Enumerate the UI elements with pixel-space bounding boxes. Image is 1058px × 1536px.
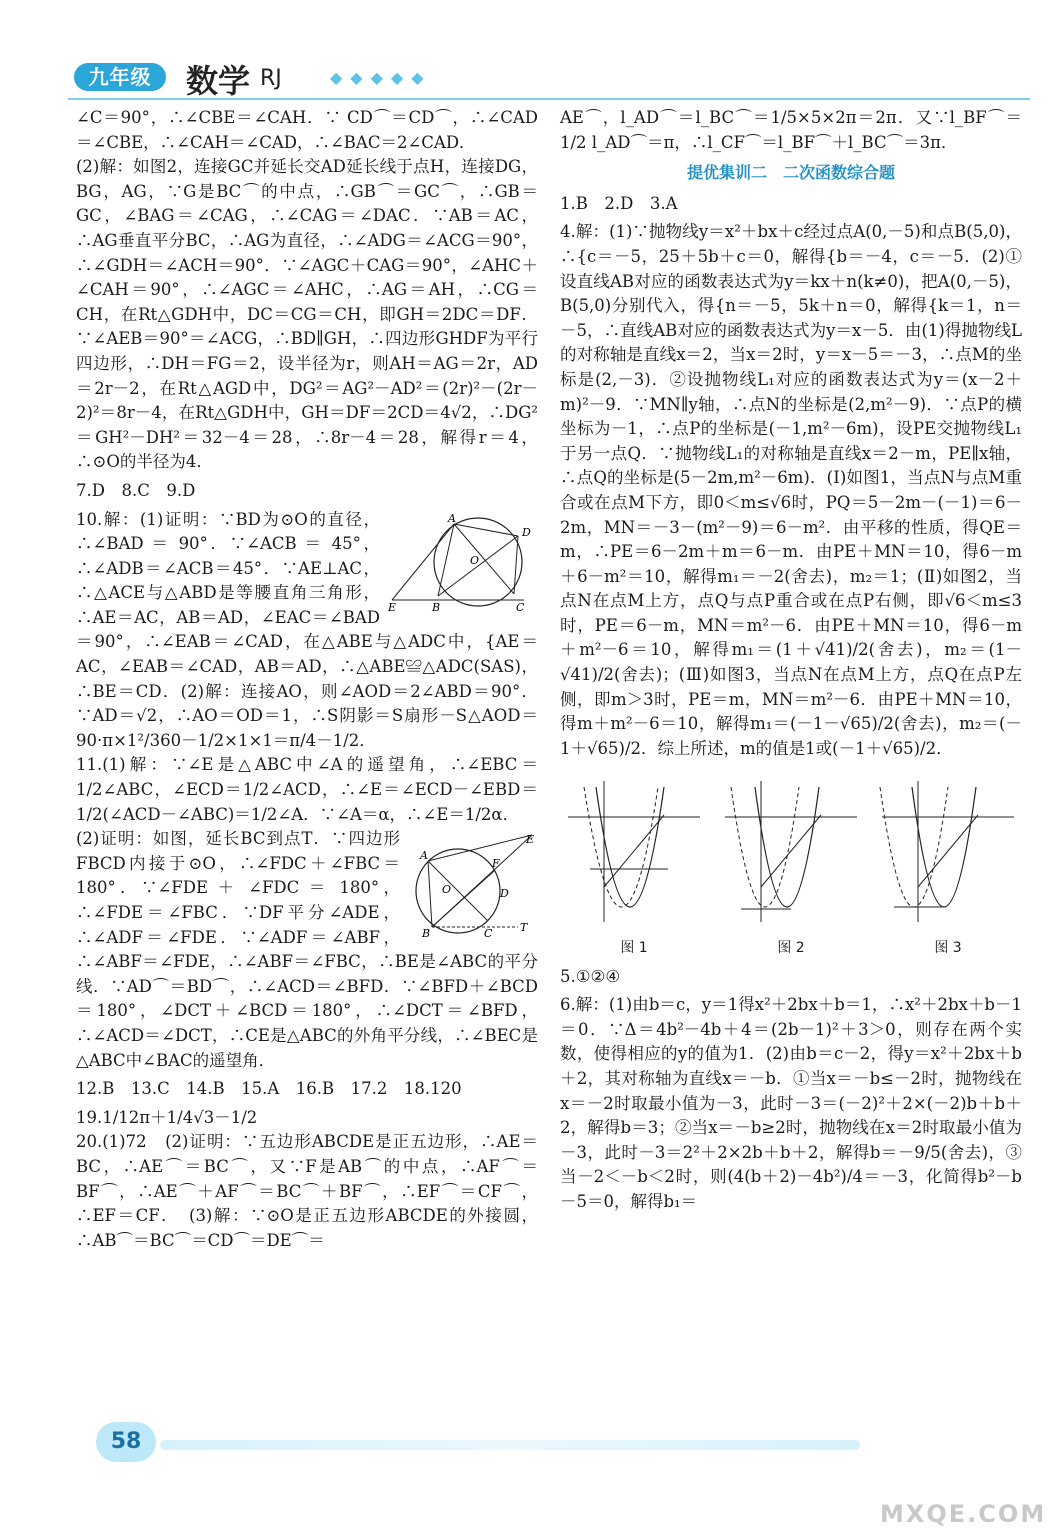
- choice-answers: 5.①②④: [560, 966, 621, 986]
- label-A: A: [420, 849, 428, 863]
- label-E: E: [388, 600, 397, 612]
- answer-paragraph: AE⌒，l_AD⌒＝l_BC⌒＝1/5×5×2π＝2π．又∵l_BF⌒＝1/2 l_AD⌒＝π，∴l_CF⌒＝l_BF⌒＋l_BC⌒＝3π．: [560, 108, 1022, 152]
- right-column: [560, 106, 1022, 1215]
- label-D: D: [522, 525, 531, 539]
- grade-badge: 九年级: [74, 63, 166, 91]
- label-T: T: [520, 921, 528, 935]
- label-O: O: [442, 883, 452, 897]
- label-E: E: [526, 833, 535, 847]
- diamond-decoration: ◆◆◆◆◆: [330, 68, 432, 87]
- label-A: A: [448, 511, 456, 525]
- figure-3: [874, 777, 1022, 960]
- figure-caption: 图 3: [934, 940, 962, 957]
- figure-caption: 图 1: [620, 940, 648, 957]
- answer-paragraph: (2)解：如图2，连接GC并延长交AD延长线于点H，连接DG，BG，AG，∵G是BC⌒的中点，∴GB⌒＝GC⌒，∴GB＝GC，∠BAG＝∠CAG，∴∠CAG＝∠DAC．∵AB＝AC，∴AG垂直平分BC，∴AG为直径，∴∠ADG＝∠ACG＝90°，∴∠GDH＝∠ACH＝90°．∵∠AGC＋CAG＝90°，∠AHC＋∠CAH＝90°，∴∠AGC＝∠AHC，∴AG＝AH，∴CG＝CH，在Rt△GDH中，DC＝CG＝CH，即GH＝2DC＝DF．∵∠AEB＝90°＝∠ACG，∴BD∥GH，∴四边形GHDF为平行四边形，∴DH＝FG＝2，设半径为r，则AH＝AG＝2r，AD＝2r－2，在Rt△AGD中，DG²＝AG²－AD²＝(2r)²－(2r－2)²＝8r－4，在Rt△GDH中，GH＝DF＝2CD＝4√2，∴DG²＝GH²－DH²＝32－4＝28，∴8r－4＝28，解得r＝4，∴⊙O的半径为4．: [76, 157, 538, 472]
- answer-paragraph: 4.解：(1)∵抛物线y＝x²＋bx＋c经过点A(0,－5)和点B(5,0)，∴{c＝－5，25＋5b＋c＝0，解得{b＝－4，c＝－5．(2)①设直线AB对应的函数表达式为y＝kx＋n(k≠0)，把A(0,－5)，B(5,0)分别代入，得{n＝－5，5k＋n＝0，解得{k＝1，n＝－5，∴直线AB对应的函数表达式为y＝x－5．由(1)得抛物线L的对称轴是直线x＝2，当x＝2时，y＝x－5＝－3，∴点M的坐标是(2,－3)．②设抛物线L₁对应的函数表达式为y＝(x－2＋m)²－9．∵MN∥y轴，∴点N的坐标是(2,m²－9)．∵点P的横坐标为－1，∴点P的坐标是(－1,m²－6m)，设PE交抛物线L₁于另一点Q．∵抛物线L₁的对称轴是直线x＝2－m，PE∥x轴，∴点Q的坐标是(5－2m,m²－6m)．(Ⅰ)如图1，当点N与点M重合或在点M下方，即0＜m≤√6时，PQ＝5－2m－(－1)＝6－2m，MN＝－3－(m²－9)＝6－m²．由平移的性质，得QE＝m，∴PE＝6－2m＋m＝6－m．由PE＋MN＝10，得6－m＋6－m²＝10，解得m₁＝－2(舍去)，m₂＝1；(Ⅱ)如图2，当点N在点M上方，点Q与点P重合或在点P右侧，即√6＜m≤3时，PE＝6－m，MN＝m²－6．由PE＋MN＝10，得6－m＋m²－6＝10，解得m₁＝(1＋√41)/2(舍去)，m₂＝(1－√41)/2(舍去)；(Ⅲ)如图3，当点N在点M上方，点Q在点P左侧，即m＞3时，PE＝m，MN＝m²－6．由PE＋MN＝10，得m＋m²－6＝10，解得m₁＝(－1－√65)/2(舍去)，m₂＝(－1＋√65)/2．综上所述，m的值是1或(－1＋√65)/2．: [560, 222, 1022, 758]
- left-column: [76, 106, 538, 1253]
- answer-paragraph: 19.1/12π＋1/4√3－1/2: [76, 1107, 258, 1127]
- footer-decoration: [160, 1440, 860, 1450]
- label-D: D: [500, 887, 509, 901]
- subject-title: 数学: [186, 62, 251, 100]
- label-C: C: [484, 927, 493, 941]
- answer-paragraph: 11.(1)解：∵∠E是△ABC中∠A的遥望角，∴∠EBC＝1/2∠ABC，∠ECD＝1/2∠ACD，∴∠E＝∠ECD－∠EBD＝1/2(∠ACD－∠ABC)＝1/2∠A．∵∠A＝α，∴∠E＝1/2α．: [76, 755, 538, 824]
- page-header: [0, 0, 1058, 100]
- label-C: C: [516, 600, 525, 612]
- answer-paragraph: (2)证明：如图，延长BC到点T．∵四边形FBCD内接于⊙O，∴∠FDC＋∠FBC＝180°．∵∠FDE ＋ ∠FDC ＝ 180°，∴∠FDE＝∠FBC．∵DF平分∠ADE，∴∠ADF＝∠FDE．∵∠ADF＝∠ABF，∴∠ABF＝∠FDE，∴∠ABF＝∠FBC，∴BE是∠ABC的平分线．∵AD⌒＝BD⌒，∴∠ACD＝∠BFD．∵∠BFD＋∠BCD＝180°，∠DCT＋∠BCD＝180°，∴∠DCT＝∠BFD，∴∠ACD＝∠DCT，∴CE是△ABC的外角平分线，∴∠BEC是△ABC中∠BAC的遥望角．: [76, 829, 538, 1070]
- label-F: F: [492, 857, 500, 871]
- header-rule: [68, 98, 1030, 100]
- answer-paragraph: 6.解：(1)由b＝c，y＝1得x²＋2bx＋b＝1，∴x²＋2bx＋b－1＝0．∵Δ＝4b²－4b＋4＝(2b－1)²＋3＞0，则存在两个实数，使得相应的y的值为1．(2)由b＝c－2，得y＝x²＋2bx＋b＋2，其对称轴为直线x＝－b．①当x＝－b≤－2时，抛物线在x＝－2时取最小值为－3，此时－3＝(－2)²＋2×(－2)b＋b＋2，解得b＝3；②当x＝－b≥2时，抛物线在x＝2时取最小值为－3，此时－3＝2²＋2×2b＋b＋2，解得b＝－9/5(舍去)，③当－2＜－b＜2时，则(4(b＋2)－4b²)/4＝－3，化简得b²－b－5＝0，解得b₁＝: [560, 995, 1022, 1211]
- choice-answers: 7.D 8.C 9.D: [76, 480, 196, 500]
- parabola-graph-3: [878, 777, 1018, 927]
- choice-answers: 12.B 13.C 14.B 15.A 16.B 17.2 18.120: [76, 1079, 462, 1099]
- circle-figure-10: [388, 512, 538, 612]
- answer-paragraph: 10.解：(1)证明：∵BD为⊙O的直径，∴∠BAD ＝ 90°．∵∠ACB ＝ 45°，∴∠ADB＝∠ACB＝45°．∵AE⊥AC，∴△ACE与△ABD是等腰直角三角形，∴AE＝AC，AB＝AD，∠EAC＝∠BAD＝90°，∴∠EAB＝∠CAD，在△ABE与△ADC中，{AE＝AC，∠EAB＝∠CAD，AB＝AD，∴△ABE≌△ADC(SAS)，∴BE＝CD．(2)解：连接AO，则∠AOD＝2∠ABD＝90°．∵AD＝√2，∴AO＝OD＝1，∴S阴影＝S扇形－S△AOD＝90·π×1²/360－1/2×1×1＝π/4－1/2．: [76, 509, 538, 750]
- answer-paragraph: ∠C＝90°，∴∠CBE＝∠CAH．∵ CD⌒＝CD⌒，∴∠CAD＝∠CBE，∴∠CAH＝∠CAD，∴∠BAC＝2∠CAD．: [76, 108, 538, 152]
- figure-2: [717, 777, 865, 960]
- figure-caption: 图 2: [777, 940, 805, 957]
- edition-label: RJ: [260, 66, 282, 91]
- parabola-graph-2: [721, 777, 861, 927]
- page-number: 58: [96, 1422, 156, 1462]
- circle-figure-11: [408, 831, 538, 941]
- choice-answers: 1.B 2.D 3.A: [560, 193, 678, 213]
- label-O: O: [470, 553, 480, 567]
- parabola-figures: [560, 777, 1022, 960]
- label-B: B: [422, 927, 431, 941]
- answer-paragraph: 20.(1)72 (2)证明：∵五边形ABCDE是正五边形，∴AE＝BC，∴AE⌒＝BC⌒，又∵F是AB⌒的中点，∴AF⌒＝BF⌒，∴AE⌒＋AF⌒＝BC⌒＋BF⌒，∴EF⌒＝CF⌒，∴EF＝CF． (3)解：∵⊙O是正五边形ABCDE的外接圆，∴AB⌒＝BC⌒＝CD⌒＝DE⌒＝: [76, 1132, 538, 1250]
- label-B: B: [432, 600, 441, 612]
- watermark: MXQE.COM: [880, 1500, 1047, 1528]
- section-title: 提优集训二 二次函数综合题: [686, 163, 895, 183]
- parabola-graph-1: [564, 777, 704, 927]
- figure-1: [560, 777, 708, 960]
